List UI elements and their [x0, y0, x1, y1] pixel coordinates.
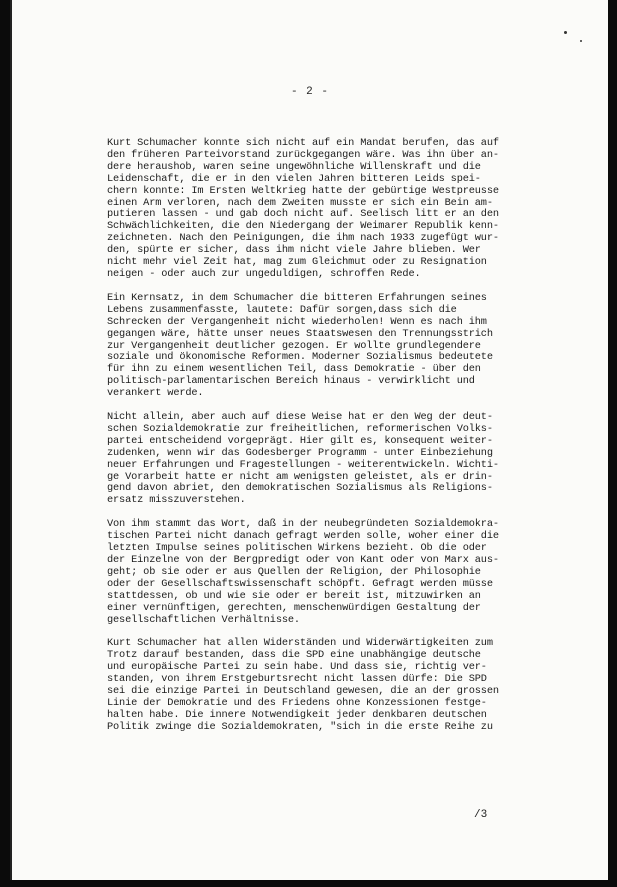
text-line: letzten Impulse seines politischen Wirkens bezieht. Ob die oder	[107, 542, 487, 555]
text-line: Linie der Demokratie und des Friedens ohne Konzessionen festge-	[107, 696, 487, 709]
text-line: Trotz darauf bestanden, dass die SPD eine unabhängige deutsche	[107, 649, 481, 662]
text-line: und europäische Partei zu sein habe. Und dass sie, richtig ver-	[107, 661, 487, 674]
document-page	[10, 0, 608, 880]
text-line: zudenken, wenn wir das Godesberger Programm - unter Einbeziehung	[107, 446, 493, 459]
text-line: den, spürte er sicher, dass ihm nicht viele Jahre blieben. Wer	[107, 244, 481, 257]
text-line: für ihn zu einem wesentlichen Teil, dass Demokratie - über den	[107, 363, 481, 376]
text-line: partei entscheidend vorgeprägt. Hier gilt es, konsequent weiter-	[107, 434, 493, 447]
text-line: ge Vorarbeit hatte er nicht am wenigsten geleistet, als er drin-	[107, 470, 493, 483]
text-line: chern konnte: Im Ersten Weltkrieg hatte der gebürtige Westpreusse	[107, 184, 499, 197]
text-line: verankert werde.	[107, 387, 204, 400]
scan-speck	[564, 31, 567, 34]
text-line: zeichneten. Nach den Peinigungen, die ihm nach 1933 zugefügt wur-	[107, 232, 499, 245]
text-line: gegangen wäre, hätte unser neues Staatswesen den Trennungsstrich	[107, 327, 493, 340]
page-number: - 2 -	[290, 86, 329, 98]
continuation-reference: /3	[474, 809, 488, 821]
paragraph	[107, 638, 577, 733]
text-line: dere heraushob, waren seine ungewöhnliche Willenskraft und die	[107, 160, 481, 173]
scan-speck	[580, 40, 582, 42]
text-line: nicht mehr viel Zeit hat, mag zum Gleichmut oder zu Resignation	[107, 256, 487, 269]
text-line: einen Arm verloren, nach dem Zweiten musste er sich ein Bein am-	[107, 196, 493, 209]
text-line: oder der Gesellschaftswissenschaft schöpft. Gefragt werden müsse	[107, 577, 493, 590]
text-line: geht; ob sie oder er aus Quellen der Religion, der Philosophie	[107, 565, 481, 578]
text-line: politisch-parlamentarischen Bereich hinaus - verwirklicht und	[107, 375, 475, 388]
text-line: Lebens zusammenfasste, lautete: Dafür sorgen,dass sich die	[107, 303, 457, 316]
paragraph	[107, 138, 577, 281]
text-line: stattdessen, ob und wie sie oder er bereit ist, mitzuwirken an	[107, 589, 481, 602]
paragraph	[107, 293, 577, 400]
text-line: Politik zwinge die Sozialdemokraten, "sich in die erste Reihe zu	[107, 720, 493, 733]
text-line: Kurt Schumacher hat allen Widerständen und Widerwärtigkeiten zum	[107, 637, 493, 650]
text-line: standen, von ihrem Erstgeburtsrecht nicht lassen dürfe: Die SPD	[107, 673, 487, 686]
text-line: Von ihm stammt das Wort, daß in der neubegründeten Sozialdemokra-	[107, 518, 499, 531]
paragraph	[107, 412, 577, 507]
text-line: Kurt Schumacher konnte sich nicht auf ein Mandat berufen, das auf	[107, 137, 499, 149]
text-line: schen Sozialdemokratie zur freiheitlichen, reformerischen Volks-	[107, 422, 493, 435]
text-line: soziale und ökonomische Reformen. Moderner Sozialismus bedeutete	[107, 351, 493, 364]
body-text	[107, 138, 577, 746]
text-line: den früheren Parteivorstand zurückgegangen wäre. Was ihn über an-	[107, 148, 499, 161]
text-line: tischen Partei nicht danach gefragt werden solle, woher einer die	[107, 530, 499, 543]
text-line: neigen - oder auch zur ungeduldigen, schroffen Rede.	[107, 267, 421, 280]
text-line: Schrecken der Vergangenheit nicht wiederholen! Wenn es nach ihm	[107, 315, 487, 328]
text-line: neuer Erfahrungen und Fragestellungen - weiterentwickeln. Wichti-	[107, 458, 499, 471]
text-line: gesellschaftlichen Verhältnisse.	[107, 613, 300, 626]
text-line: ersatz misszuverstehen.	[107, 494, 246, 507]
text-line: Leidenschaft, die er in den vielen Jahren bitteren Leids spei-	[107, 172, 481, 185]
text-line: putieren lassen - und gab doch nicht auf. Seelisch litt er an den	[107, 208, 499, 221]
paragraph	[107, 519, 577, 626]
text-line: zur Vergangenheit deutlicher gezogen. Er wollte grundlegendere	[107, 339, 481, 352]
text-line: halten habe. Die innere Notwendigkeit jeder denkbaren deutschen	[107, 708, 487, 721]
text-line: Ein Kernsatz, in dem Schumacher die bitteren Erfahrungen seines	[107, 291, 487, 304]
text-line: einer vernünftigen, gerechten, menschenwürdigen Gestaltung der	[107, 601, 481, 614]
text-line: Nicht allein, aber auch auf diese Weise hat er den Weg der deut-	[107, 411, 493, 424]
text-line: Schwächlichkeiten, die den Niedergang der Weimarer Republik kenn-	[107, 220, 499, 233]
text-line: der Einzelne von der Bergpredigt oder von Kant oder von Marx aus-	[107, 554, 499, 566]
text-line: gend davon abriet, den demokratischen Sozialismus als Religions-	[107, 482, 493, 495]
text-line: sei die einzige Partei in Deutschland gewesen, die an der grossen	[107, 685, 499, 698]
